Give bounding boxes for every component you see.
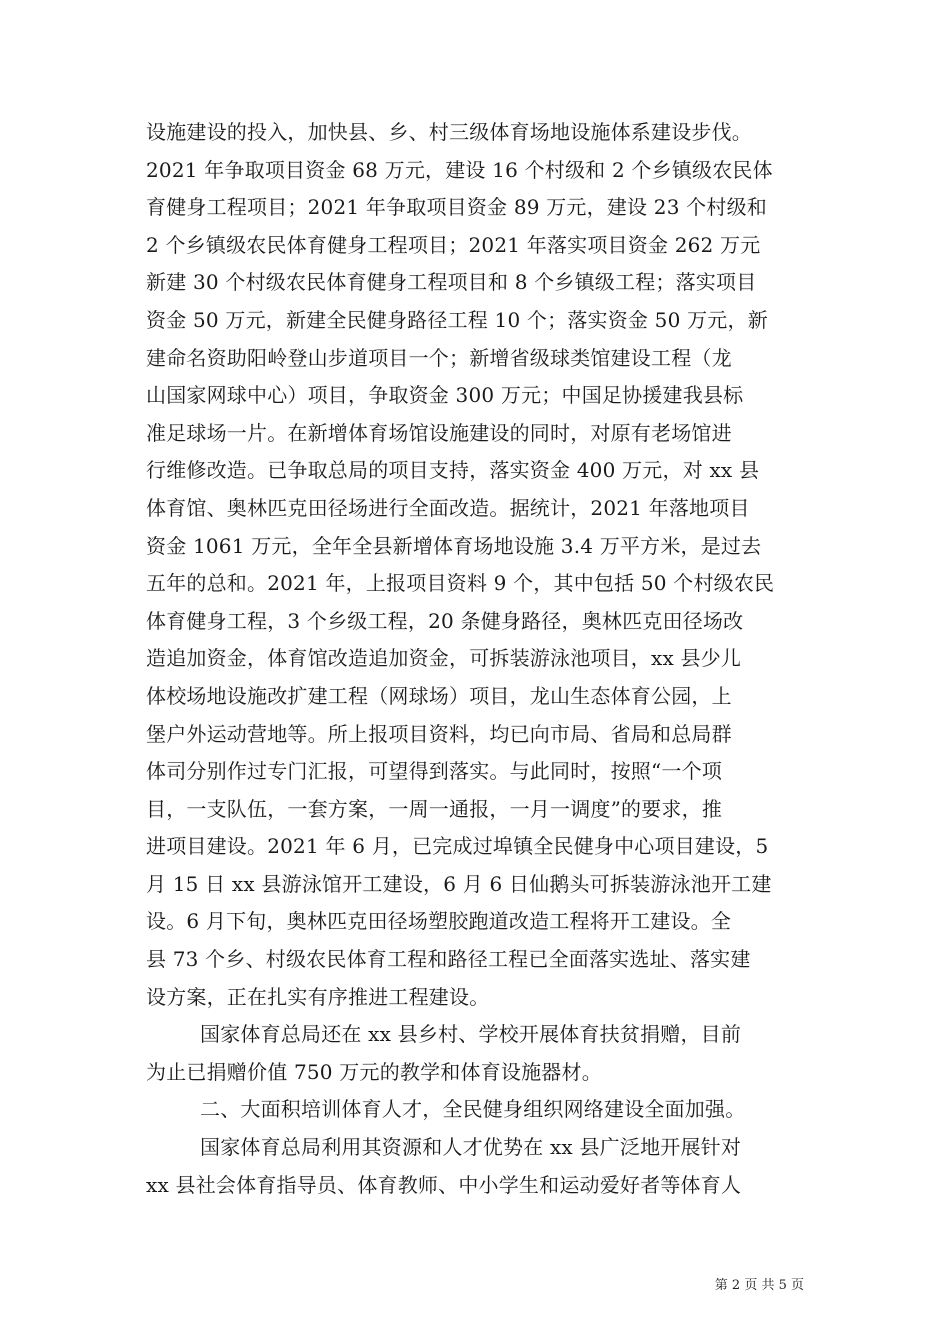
text-line: 五年的总和。2021 年，上报项目资料 9 个，其中包括 50 个村级农民 bbox=[146, 571, 775, 596]
paragraph-start-line: 国家体育总局还在 xx 县乡村、学校开展体育扶贫捐赠，目前 bbox=[200, 1022, 742, 1047]
text-line: 体育馆、奥林匹克田径场进行全面改造。据统计，2021 年落地项目 bbox=[146, 495, 750, 520]
text-line: 准足球场一片。在新增体育场馆设施建设的同时，对原有老场馆进 bbox=[146, 420, 732, 445]
text-line: 月 15 日 xx 县游泳馆开工建设，6 月 6 日仙鹅头可拆装游泳池开工建 bbox=[146, 871, 772, 896]
text-line: 造追加资金，体育馆改造追加资金，可拆装游泳池项目，xx 县少儿 bbox=[146, 646, 742, 671]
text-line: xx 县社会体育指导员、体育教师、中小学生和运动爱好者等体育人 bbox=[146, 1172, 742, 1197]
text-line: 资金 1061 万元，全年全县新增体育场地设施 3.4 万平方米，是过去 bbox=[146, 533, 762, 558]
text-line: 资金 50 万元，新建全民健身路径工程 10 个；落实资金 50 万元，新 bbox=[146, 307, 768, 332]
text-line: 体司分别作过专门汇报，可望得到落实。与此同时，按照“一个项 bbox=[146, 759, 723, 784]
section-heading: 二、大面积培训体育人才，全民健身组织网络建设全面加强。 bbox=[200, 1097, 746, 1122]
text-line: 县 73 个乡、村级农民体育工程和路径工程已全面落实选址、落实建 bbox=[146, 947, 751, 972]
text-line: 2021 年争取项目资金 68 万元，建设 16 个村级和 2 个乡镇级农民体 bbox=[146, 157, 773, 182]
text-line: 设施建设的投入，加快县、乡、村三级体育场地设施体系建设步伐。 bbox=[146, 120, 752, 144]
text-line: 山国家网球中心）项目，争取资金 300 万元；中国足协援建我县标 bbox=[146, 383, 744, 408]
text-line: 设方案，正在扎实有序推进工程建设。 bbox=[146, 984, 490, 1009]
text-line: 堡户外运动营地等。所上报项目资料，均已向市局、省局和总局群 bbox=[146, 721, 732, 746]
text-line: 新建 30 个村级农民体育健身工程项目和 8 个乡镇级工程；落实项目 bbox=[146, 270, 757, 295]
text-line: 建命名资助阳岭登山步道项目一个；新增省级球类馆建设工程（龙 bbox=[146, 345, 732, 370]
text-line: 为止已捐赠价值 750 万元的教学和体育设施器材。 bbox=[146, 1059, 602, 1084]
text-line: 育健身工程项目；2021 年争取项目资金 89 万元，建设 23 个村级和 bbox=[146, 195, 767, 220]
text-line: 设。6 月下旬，奥林匹克田径场塑胶跑道改造工程将开工建设。全 bbox=[146, 909, 732, 934]
text-line: 体校场地设施改扩建工程（网球场）项目，龙山生态体育公园，上 bbox=[146, 683, 732, 708]
text-line: 2 个乡镇级农民体育健身工程项目；2021 年落实项目资金 262 万元 bbox=[146, 232, 761, 257]
text-line: 目，一支队伍，一套方案，一周一通报，一月一调度”的要求，推 bbox=[146, 796, 723, 821]
page-number: 第 2 页 共 5 页 bbox=[714, 1278, 804, 1293]
text-line: 行维修改造。已争取总局的项目支持，落实资金 400 万元，对 xx 县 bbox=[146, 458, 760, 483]
text-line: 进项目建设。2021 年 6 月，已完成过埠镇全民健身中心项目建设，5 bbox=[146, 834, 769, 859]
text-line: 体育健身工程，3 个乡级工程，20 条健身路径，奥林匹克田径场改 bbox=[146, 608, 744, 633]
body-text bbox=[146, 114, 810, 1204]
paragraph-start-line: 国家体育总局利用其资源和人才优势在 xx 县广泛地开展针对 bbox=[200, 1135, 742, 1160]
